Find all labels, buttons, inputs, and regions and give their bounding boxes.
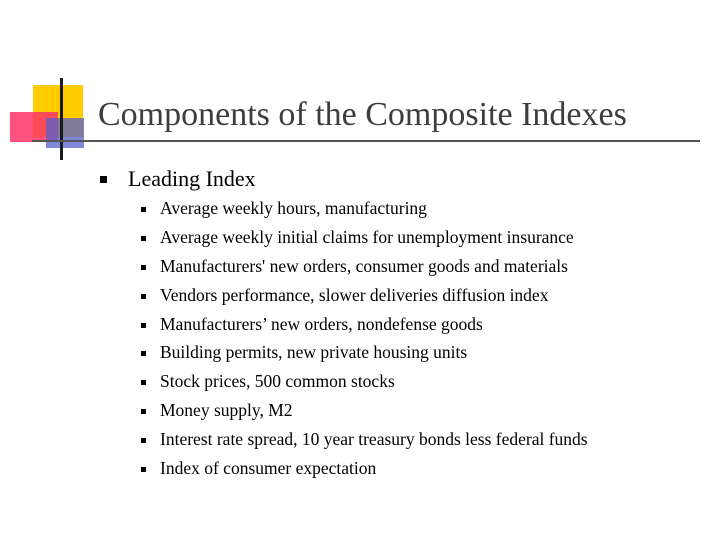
list-item-text: Manufacturers’ new orders, nondefense goods: [160, 313, 483, 334]
list-item-text: Building permits, new private housing units: [160, 342, 468, 363]
list-item-text: Average weekly initial claims for unemployment insurance: [160, 226, 574, 247]
square-bullet-icon: [141, 207, 146, 212]
decorative-blue-square: [46, 118, 84, 148]
square-bullet-icon: [141, 294, 146, 299]
list-item-text: Interest rate spread, 10 year treasury bonds less federal funds: [160, 429, 588, 450]
square-bullet-icon: [141, 351, 146, 356]
square-bullet-icon: [141, 323, 146, 328]
square-bullet-icon: [141, 236, 146, 241]
slide-title: Components of the Composite Indexes: [98, 96, 627, 133]
list-item-text: Money supply, M2: [160, 400, 293, 421]
square-bullet-icon: [141, 265, 146, 270]
square-bullet-icon: [141, 409, 146, 414]
list-item-text: Average weekly hours, manufacturing: [160, 198, 427, 218]
list-item-text: Index of consumer expectation: [160, 458, 377, 479]
list-item-text: Stock prices, 500 common stocks: [160, 371, 395, 392]
title-underline: [32, 140, 700, 142]
list-item-text: Manufacturers' new orders, consumer goods and materials: [160, 255, 568, 276]
square-bullet-icon: [141, 467, 146, 472]
square-bullet-icon: [141, 438, 146, 443]
square-bullet-icon: [100, 176, 107, 183]
decorative-vertical-line: [60, 78, 63, 160]
square-bullet-icon: [141, 380, 146, 385]
section-heading: Leading Index: [128, 166, 256, 191]
list-item-text: Vendors performance, slower deliveries diffusion index: [160, 284, 549, 305]
